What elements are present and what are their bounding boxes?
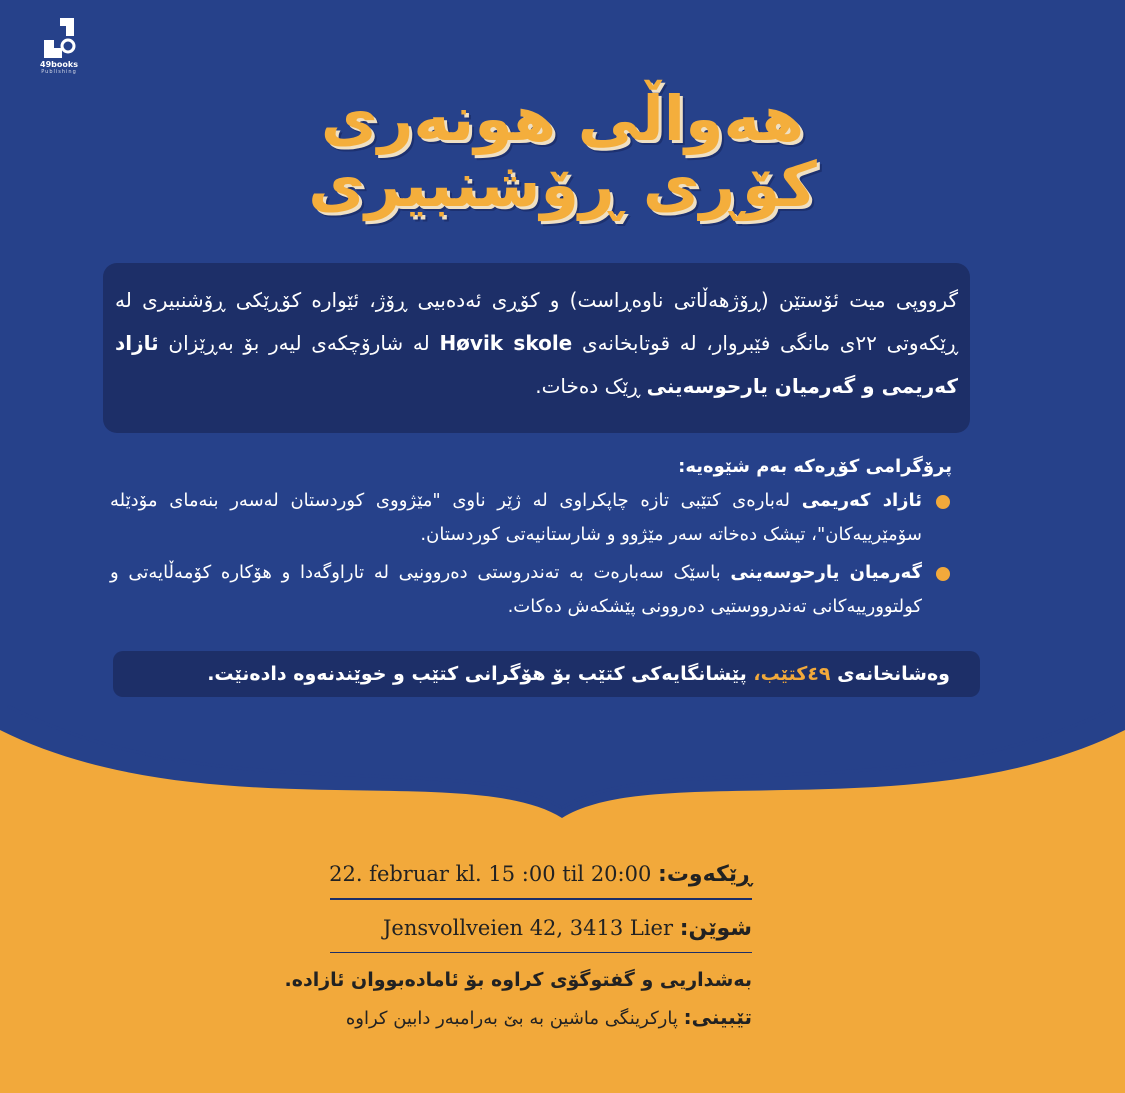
intro-text: گرووپی میت ئۆستێن (ڕۆژهەڵاتی ناوەڕاست) و کۆڕی ئەدەبیی ڕۆژ، ئێوارە کۆڕێکی ڕۆشنبیری لە ڕێکەوتی ٢٢ی مانگی فێبروار، لە قوتابخانەی	[115, 288, 959, 355]
program-item-text: لەبارەی کتێبی تازە چاپکراوی لە ژێر ناوی "مێژووی کوردستان لەسەر بنەمای مۆدێلە سۆمێرییەکان"، تیشک دەخاتە سەر مێژوو و شارستانیەتی کوردستان.	[110, 490, 922, 545]
note-row	[330, 999, 752, 1035]
exhibit-box	[113, 651, 980, 697]
exhibit-text-end: پێشانگایەکی کتێب بۆ هۆگرانی کتێب و خوێندنەوە دادەنێت.	[207, 663, 747, 685]
49books-logo-icon	[40, 16, 78, 60]
program-heading: پرۆگرامی کۆڕەکە بەم شێوەیە:	[678, 456, 952, 477]
date-label: ڕێکەوت:	[658, 862, 752, 887]
program-item-speaker: ئازاد کەریمی	[801, 490, 922, 511]
divider	[330, 898, 752, 900]
bullet-dot-icon	[936, 495, 950, 509]
participation-text: بەشداریی و گفتوگۆی کراوە بۆ ئامادەبووان ئازادە.	[284, 969, 752, 991]
program-item-speaker: گەرمیان یارحوسەینی	[730, 562, 923, 583]
program-section	[110, 450, 952, 628]
title-line-2: کۆڕی ڕۆشنبیری	[308, 148, 817, 221]
place-row	[330, 906, 752, 950]
date-value: 22. februar kl. 15 :00 til 20:00	[329, 862, 652, 886]
title-line-1: هەواڵی هونەری	[320, 82, 805, 155]
program-item-text: باسێک سەبارەت بە تەندروستی دەروونیی لە تاراوگەدا و هۆکارە کۆمەڵایەتی و کولتوورییەکانی تەندرووستیی دەروونی پێشکەش دەکات.	[110, 562, 922, 617]
event-details	[284, 852, 752, 1035]
divider	[330, 952, 752, 953]
program-item	[110, 556, 952, 624]
date-row	[330, 852, 752, 896]
exhibit-text: وەشانخانەی	[837, 663, 950, 685]
speakers-names: ئازاد کەریمی و گەرمیان یارحوسەینی	[115, 331, 958, 398]
intro-text-middle: لە شارۆچکەی لیەر بۆ بەڕێزان	[168, 331, 430, 355]
school-name: Høvik skole	[439, 331, 573, 355]
note-label: تێبینی:	[683, 1005, 752, 1029]
place-value: Jensvollveien 42, 3413 Lier	[382, 916, 674, 940]
logo-subtext: Publishing	[41, 69, 77, 75]
publisher-logo	[34, 16, 84, 75]
publisher-name: ٤٩کتێب،	[753, 663, 831, 685]
intro-text-end: ڕێک دەخات.	[535, 374, 641, 398]
place-label: شوێن:	[679, 916, 752, 941]
bullet-dot-icon	[936, 567, 950, 581]
program-item	[110, 484, 952, 552]
note-value: پارکرینگی ماشین بە بێ بەرامبەر دابین کراوە	[345, 1008, 678, 1029]
open-book-curve	[0, 690, 1125, 830]
intro-box	[103, 263, 970, 433]
logo-text: 49books	[40, 60, 78, 69]
